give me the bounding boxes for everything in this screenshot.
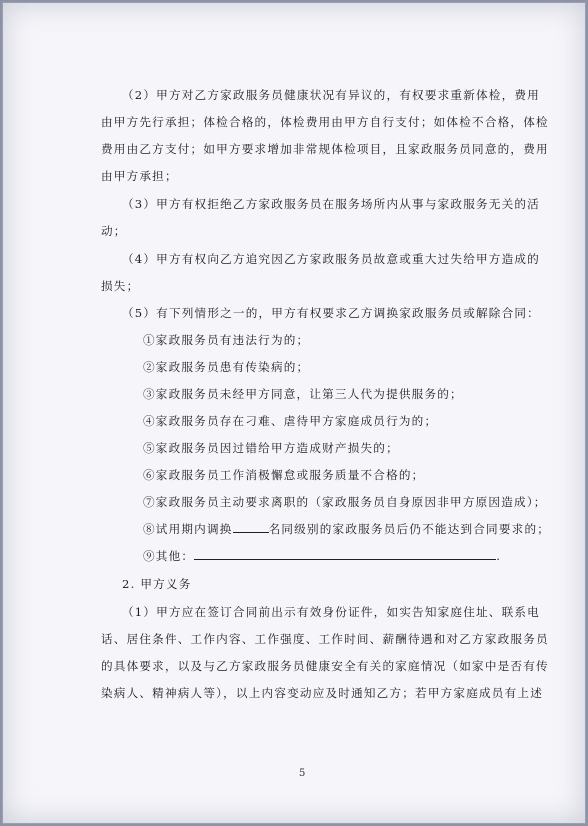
list-item: ⑤家政服务员因过错给甲方造成财产损失的； — [143, 441, 399, 455]
list-item-start: ⑧试用期内调换 — [143, 522, 233, 536]
list-item-end: 名同级别的家政服务员后仍不能达到合同要求的； — [268, 522, 551, 536]
list-item: ⑥家政服务员工作消极懈怠或服务质量不合格的； — [143, 468, 425, 482]
text-line: 动； — [101, 224, 127, 238]
page-number: 5 — [299, 768, 306, 779]
text-line: 由甲方先行承担；体检合格的，体检费用由甲方自行支付；如体检不合格，体检 — [101, 115, 549, 129]
list-item: ⑦家政服务员主动要求离职的（家政服务员自身原因非甲方原因造成）； — [143, 495, 547, 509]
text-line: （4）甲方有权向乙方追究因乙方家政服务员故意或重大过失给甲方造成的 — [122, 252, 540, 266]
list-item: ③家政服务员未经甲方同意，让第三人代为提供服务的； — [143, 387, 463, 401]
text-line: 染病人、精神病人等），以上内容变动应及时通知乙方；若甲方家庭成员有上述 — [101, 686, 543, 700]
fill-blank — [194, 549, 496, 560]
list-item: ②家政服务员患有传染病的； — [143, 360, 310, 374]
text-line: 话、居住条件、工作内容、工作强度、工作时间、薪酬待遇和对乙方家政服务员 — [101, 632, 549, 646]
list-item — [143, 521, 550, 537]
text-line: 的具体要求，以及与乙方家政服务员健康安全有关的家庭情况（如家中是否有传 — [101, 659, 549, 673]
section-heading: 2. 甲方义务 — [122, 577, 192, 591]
document-page — [2, 2, 586, 824]
list-item — [143, 548, 501, 564]
text-line: 由甲方承担； — [101, 169, 178, 183]
list-item: ①家政服务员有违法行为的； — [143, 333, 310, 347]
fill-blank — [233, 522, 269, 533]
list-item-end: . — [496, 549, 502, 563]
text-line: （1）甲方应在签订合同前出示有效身份证件，如实告知家庭住址、联系电 — [122, 605, 540, 619]
text-line: （2）甲方对乙方家政服务员健康状况有异议的，有权要求重新体检，费用 — [122, 88, 540, 102]
text-line: 损失； — [101, 279, 140, 293]
list-item-start: ⑨其他： — [143, 549, 195, 563]
text-line: （5）有下列情形之一的，甲方有权要求乙方调换家政服务员或解除合同： — [122, 306, 540, 320]
list-item: ④家政服务员存在刁难、虐待甲方家庭成员行为的； — [143, 414, 438, 428]
text-line: 费用由乙方支付；如甲方要求增加非常规体检项目，且家政服务员同意的，费用 — [101, 142, 549, 156]
text-line: （3）甲方有权拒绝乙方家政服务员在服务场所内从事与家政服务无关的活 — [122, 197, 540, 211]
